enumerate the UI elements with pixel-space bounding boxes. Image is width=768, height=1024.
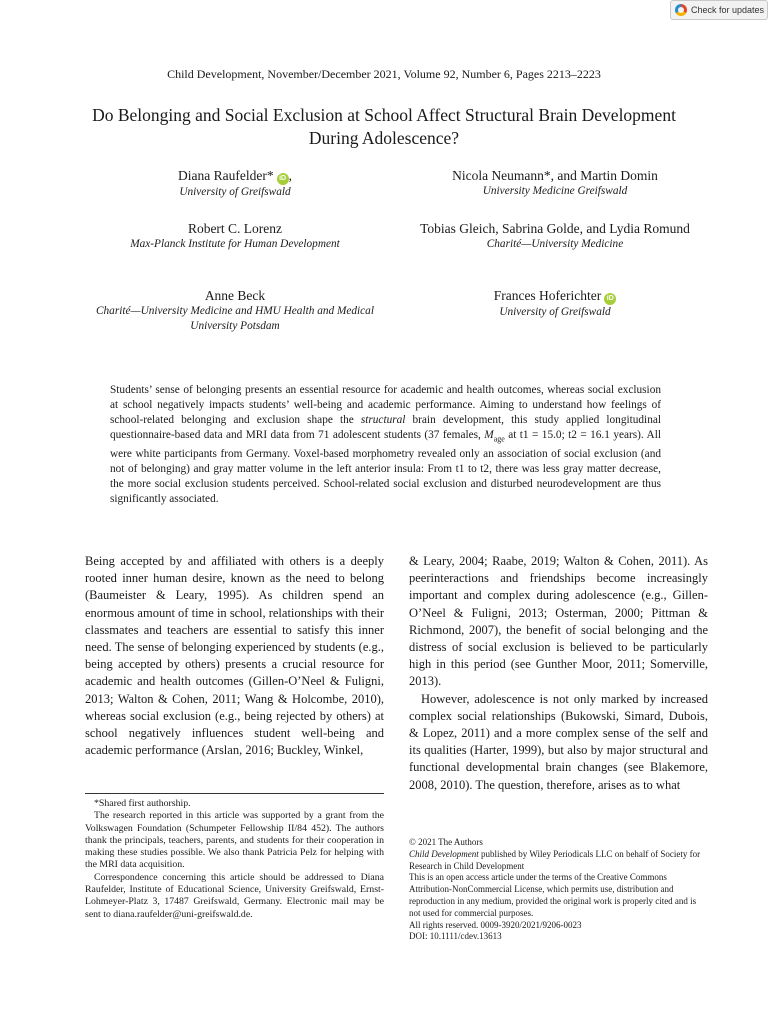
license-block (409, 837, 708, 943)
author-name: Robert C. Lorenz (187, 221, 283, 236)
footnotes (85, 798, 384, 921)
author-block (405, 167, 705, 199)
author-affiliation: University of Greifswald (499, 306, 611, 318)
body-right-column (409, 553, 708, 794)
body-paragraph: However, adolescence is not only marked by increased complex social relationships (Bukowski, Simard, Dubois, & Lopez, 2011) and a more complex sense of the self and its qualities (Harter, 1999), but also by major structural and functional developmental brain changes (see Blakemore, 2008, 2010). The question, therefore, arises as to what (409, 691, 708, 792)
author-affiliation: Charité—University Medicine and HMU Health and Medical University Potsdam (96, 305, 374, 332)
rights-line: All rights reserved. 0009-3920/2021/9206-0023 (409, 919, 582, 930)
abstract-emphasis: structural (360, 414, 406, 427)
check-for-updates-button[interactable] (670, 0, 768, 20)
author-block (85, 167, 385, 200)
author-block (85, 287, 385, 334)
author-affiliation: University of Greifswald (179, 186, 291, 198)
author-name: Diana Raufelder* iD , (178, 168, 292, 183)
author-affiliation: University Medicine Greifswald (482, 185, 628, 197)
footnote: *Shared first authorship. (94, 798, 191, 809)
journal-citation: Child Development, November/December 2021, Volume 92, Number 6, Pages 2213–2223 (167, 67, 601, 81)
doi-line: DOI: 10.1111/cdev.13613 (409, 931, 502, 942)
author-name: Nicola Neumann*, and Martin Domin (452, 168, 658, 183)
body-left-column: Being accepted by and affiliated with others is a deeply rooted inner human desire, known as the need to belong (Baumeister & Leary, 1995). As children spend an enormous amount of time in school, relationships with their classmates and teachers are essential to satisfy this inner need. The sense of belonging experienced by students (e.g., being accepted by others) presents a crucial resource for academic and health outcomes (Gillen-O’Neel & Fuligni, 2013; Walton & Cohen, 2011; Wang & Holcombe, 2010), whereas social exclusion (e.g., being rejected by others) at school negatively influences student well-being and academic performance (Arslan, 2016; Buckley, Winkel, (85, 554, 384, 758)
author-affiliation: Charité—University Medicine (486, 238, 624, 250)
article-title: Do Belonging and Social Exclusion at School Affect Structural Brain Development During Adolescence? (92, 105, 676, 148)
author-block (85, 220, 385, 252)
open-access-statement: This is an open access article under the terms of the Creative Commons Attribution-NonCommercial License, which permits use, distribution and reproduction in any medium, provided the original work is properly cited and is not used for commercial purposes. (409, 872, 697, 918)
author-affiliation: Max-Planck Institute for Human Development (130, 238, 340, 250)
orcid-icon[interactable]: iD (277, 173, 289, 185)
author-name: Frances Hoferichter iD (405, 287, 705, 305)
footnote-divider (85, 793, 384, 794)
author-block (420, 220, 690, 252)
publisher-line: Child Development published by Wiley Periodicals LLC on behalf of Society for Research in Child Development (409, 848, 701, 871)
copyright-line: © 2021 The Authors (409, 837, 483, 847)
orcid-icon[interactable]: iD (604, 293, 616, 305)
body-paragraph: & Leary, 2004; Raabe, 2019; Walton & Cohen, 2011). As peerinteractions and friendships become increasingly important and complex during adolescence (e.g., Gillen-O’Neel & Fuligni, 2013; Osterman, 2000; Pittman & Richmond, 2007), the benefit of social belonging and the distress of social exclusion is believed to be particularly high in this period (see Gunther Moor, 2011; Somerville, 2013). (409, 554, 708, 689)
author-block (405, 287, 705, 320)
abstract: Students’ sense of belonging presents an essential resource for academic and health outcomes, whereas social exclusion at school negatively impacts students’ well-being and academic performance. Aiming to understand how feelings of school-related belonging and exclusion shape the structural brain development, this study applied longitudinal questionnaire-based data and MRI data from 71 adolescent students (37 females, $M_{age}$ at t1 = 15.0; t2 = 16.1 years). All were white participants from Germany. Voxel-based morphometry revealed only an association of social exclusion (and not of belonging) and gray matter volume in the left anterior insula: From t1 to t2, there was less gray matter decrease, the more social exclusion students perceived. School-related social exclusion and disturbed neurodevelopment are thus significantly associated. (110, 384, 661, 505)
footnote: Correspondence concerning this article should be addressed to Diana Raufelder, Institute of Educational Science, University Greifswald, Ernst-Lohmeyer-Platz 3, 17487 Greifswald, Germany. Electronic mail may be sent to diana.raufelder@uni-greifswald.de. (85, 871, 384, 920)
footnote: The research reported in this article was supported by a grant from the Volkswagen Foundation (Schumpeter Fellowship II/84 452). The authors thank the principals, teachers, parents, and students for their cooperation in making these studies possible. We also thank Patricia Pelz for helping with the MRI data acquisition. (85, 810, 384, 871)
crossmark-icon (675, 4, 687, 16)
author-name: Tobias Gleich, Sabrina Golde, and Lydia Romund (420, 221, 690, 236)
author-name: Anne Beck (204, 288, 266, 303)
check-for-updates-label: Check for updates (691, 5, 765, 15)
